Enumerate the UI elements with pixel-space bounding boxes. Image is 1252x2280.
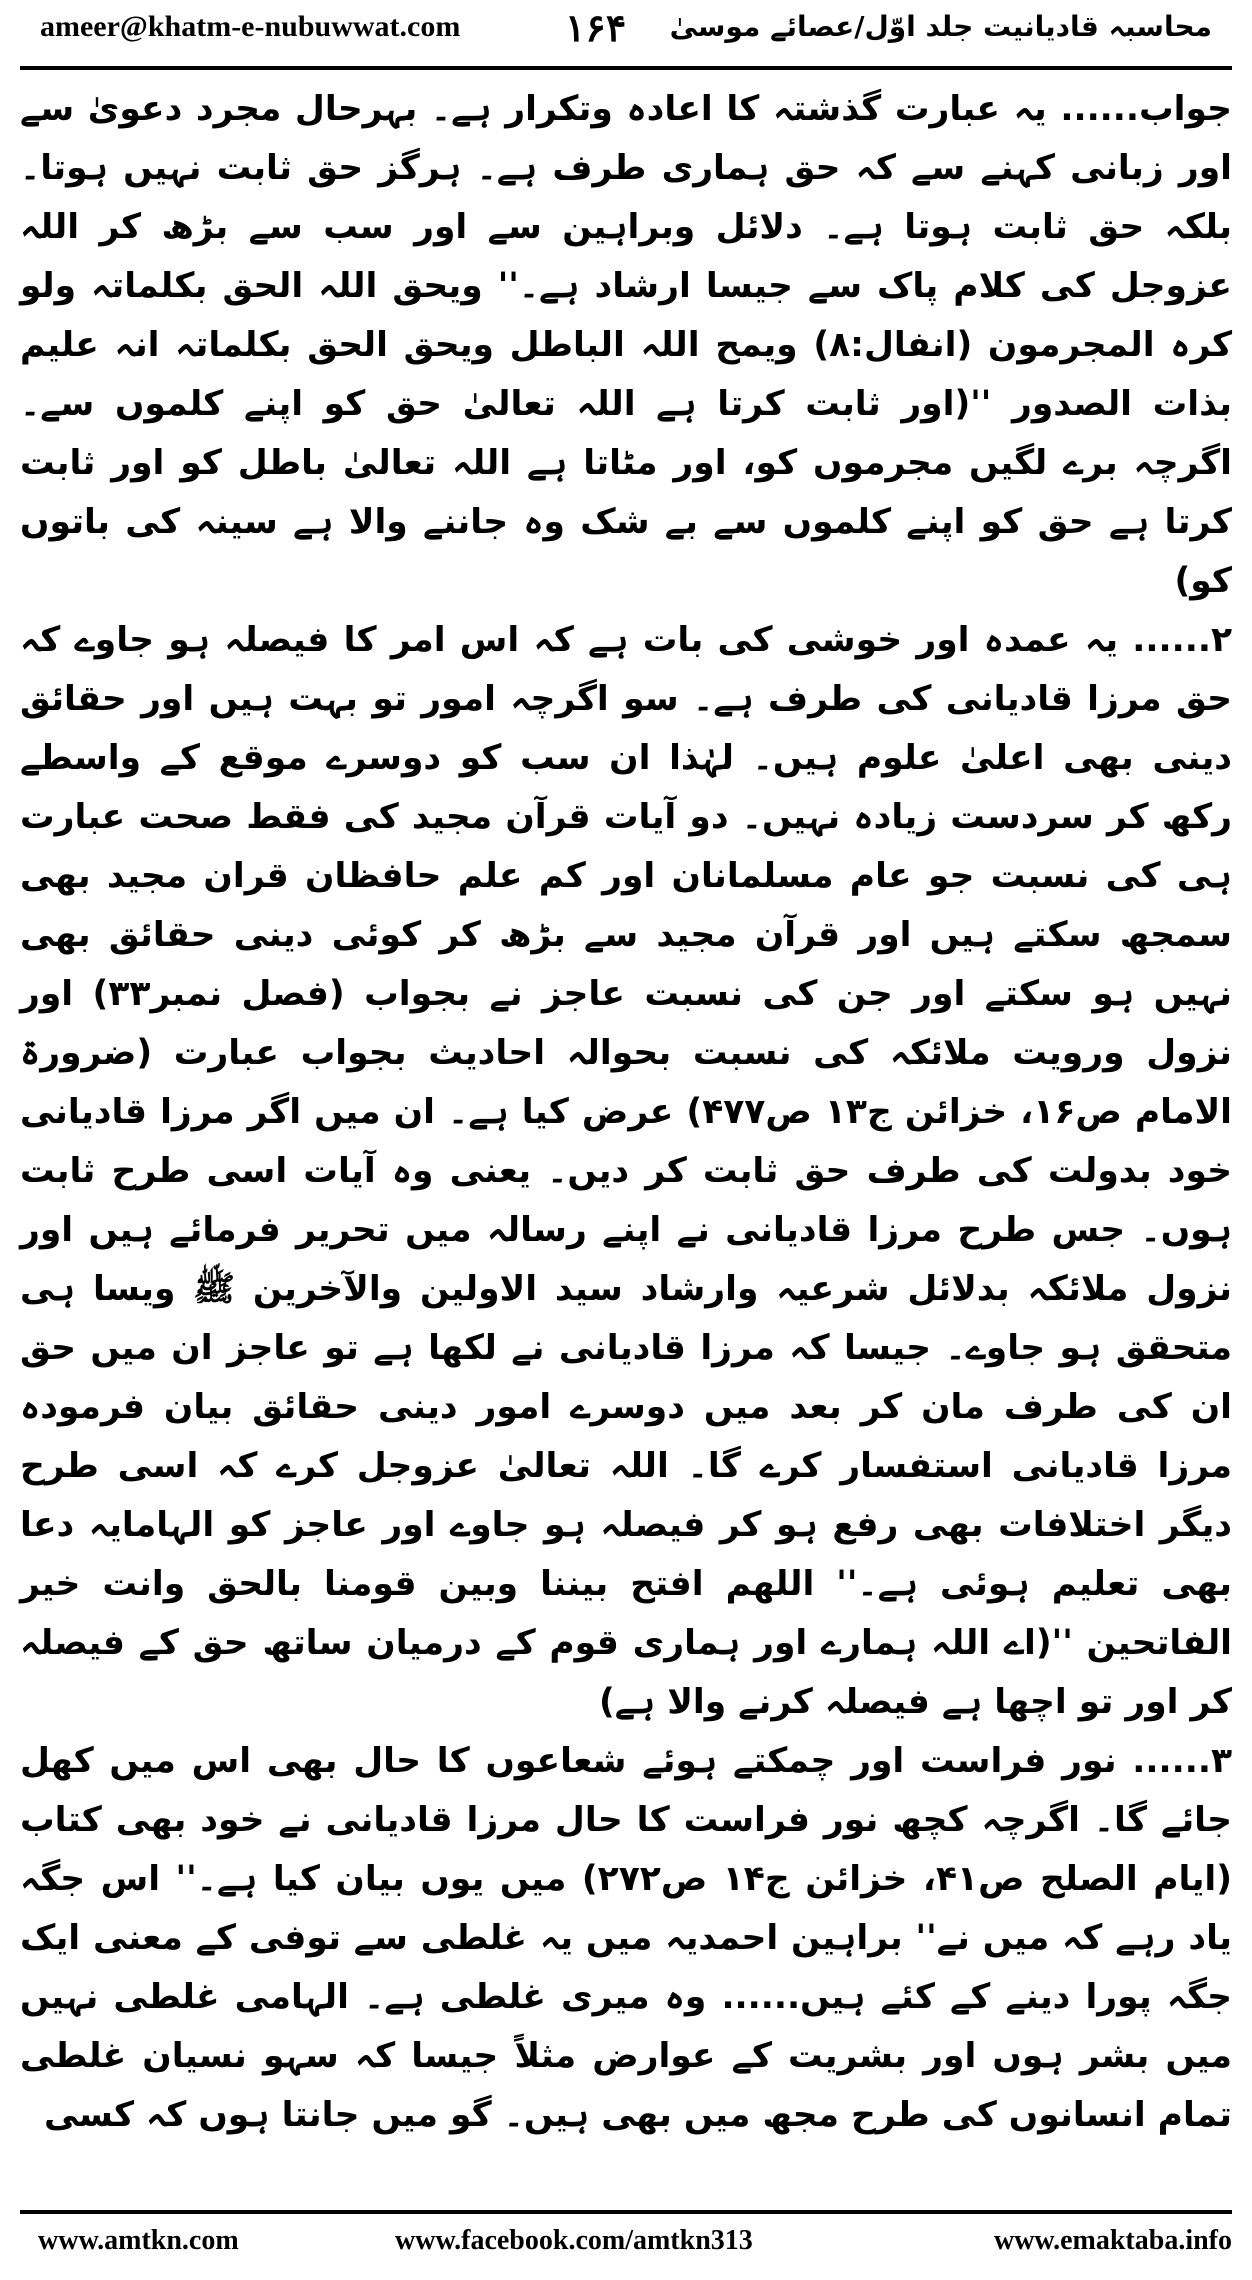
page-header [20, 0, 1232, 70]
header-rule [20, 66, 1232, 70]
paragraph-1 [20, 80, 1232, 611]
footer-rule [20, 2210, 1232, 2214]
footer-link-facebook[interactable]: www.facebook.com/amtkn313 [395, 2225, 753, 2256]
paragraph-3-number: ۳...... [1132, 1741, 1232, 1781]
header-email[interactable]: ameer@khatm-e-nubuwwat.com [40, 10, 461, 43]
paragraph-3 [20, 1732, 1232, 2145]
footer-link-amtkn[interactable]: www.amtkn.com [38, 2225, 239, 2256]
footer-link-emaktaba[interactable]: www.emaktaba.info [993, 2225, 1232, 2256]
paragraph-2-number: ۲...... [1132, 620, 1232, 660]
book-title: محاسبہ قادیانیت جلد اوّل/عصائے موسیٰ [669, 10, 1212, 43]
page-body [20, 80, 1232, 2145]
paragraph-2-text: یہ عمدہ اور خوشی کی بات ہے کہ اس امر کا فیصلہ ہو جاوے کہ حق مرزا قادیانی کی طرف ہے۔ سو اگرچہ امور تو بہت ہیں اور حقائق دینی بھی اعلیٰ علوم ہیں۔ لہٰذا ان سب کو دوسرے موقع کے واسطے رکھ کر سردست زیادہ نہیں۔ دو آیات قرآن مجید کی فقط صحت عبارت ہی کی نسبت جو عام مسلمانان اور کم علم حافظان قران مجید بھی سمجھ سکتے ہیں اور قرآن مجید سے بڑھ کر کوئی دینی حقائق بھی نہیں ہو سکتے اور جن کی نسبت عاجز نے بجواب (فصل نمبر۳۳) اور نزول ورویت ملائکہ کی نسبت بحوالہ احادیث بجواب عبارت (ضرورۃ الامام ص۱۶، خزائن ج۱۳ ص۴۷۷) عرض کیا ہے۔ ان میں اگر مرزا قادیانی خود بدولت کی طرف حق ثابت کر دیں۔ یعنی وہ آیات اسی طرح ثابت ہوں۔ جس طرح مرزا قادیانی نے اپنے رسالہ میں تحریر فرمائے ہیں اور نزول ملائکہ بدلائل شرعیہ وارشاد سید الاولین والآخرین ﷺ ویسا ہی متحقق ہو جاوے۔ جیسا کہ مرزا قادیانی نے لکھا ہے تو عاجز ان میں حق ان کی طرف مان کر بعد میں دوسرے امور دینی حقائق بیان فرمودہ مرزا قادیانی استفسار کرے گا۔ اللہ تعالیٰ عزوجل کرے کہ اسی طرح دیگر اختلافات بھی رفع ہو کر فیصلہ ہو جاوے اور عاجز کو الہامایہ دعا بھی تعلیم ہوئی ہے۔'' اللھم افتح بیننا وبین قومنا بالحق وانت خیر الفاتحین ''(اے اللہ ہمارے اور ہماری قوم کے درمیان ساتھ حق کے فیصلہ کر اور تو اچھا ہے فیصلہ کرنے والا ہے) [20, 620, 1232, 1722]
page-number: ۱۶۴ [565, 8, 627, 50]
paragraph-3-text: نور فراست اور چمکتے ہوئے شعاعوں کا حال بھی اس میں کھل جائے گا۔ اگرچہ کچھ نور فراست کا حال مرزا قادیانی نے خود بھی کتاب (ایام الصلح ص۴۱، خزائن ج۱۴ ص۲۷۲) میں یوں بیان کیا ہے۔'' اس جگہ یاد رہے کہ میں نے'' براہین احمدیہ میں یہ غلطی سے توفی کے معنی ایک جگہ پورا دینے کے کئے ہیں...... وہ میری غلطی ہے۔ الہامی غلطی نہیں میں بشر ہوں اور بشریت کے عوارض مثلاً جیسا کہ سہو نسیان غلطی تمام انسانوں کی طرح مجھ میں بھی ہیں۔ گو میں جانتا ہوں کہ کسی [20, 1741, 1233, 2135]
page-footer [20, 2225, 1232, 2269]
paragraph-2 [20, 611, 1232, 1732]
paragraph-1-text: جواب...... یہ عبارت گذشتہ کا اعادہ وتکرار ہے۔ بہرحال مجرد دعویٰ سے اور زبانی کہنے سے کہ حق ہماری طرف ہے۔ ہرگز حق ثابت نہیں ہوتا۔ بلکہ حق ثابت ہوتا ہے۔ دلائل وبراہین سے اور سب سے بڑھ کر اللہ عزوجل کی کلام پاک سے جیسا ارشاد ہے۔'' ویحق اللہ الحق بکلماتہ ولو کرہ المجرمون (انفال:۸) ویمح اللہ الباطل ویحق الحق بکلماتہ انہ علیم بذات الصدور ''(اور ثابت کرتا ہے اللہ تعالیٰ حق کو اپنے کلموں سے۔ اگرچہ برے لگیں مجرموں کو، اور مٹاتا ہے اللہ تعالیٰ باطل کو اور ثابت کرتا ہے حق کو اپنے کلموں سے بے شک وہ جاننے والا ہے سینہ کی باتوں کو) [20, 89, 1233, 601]
